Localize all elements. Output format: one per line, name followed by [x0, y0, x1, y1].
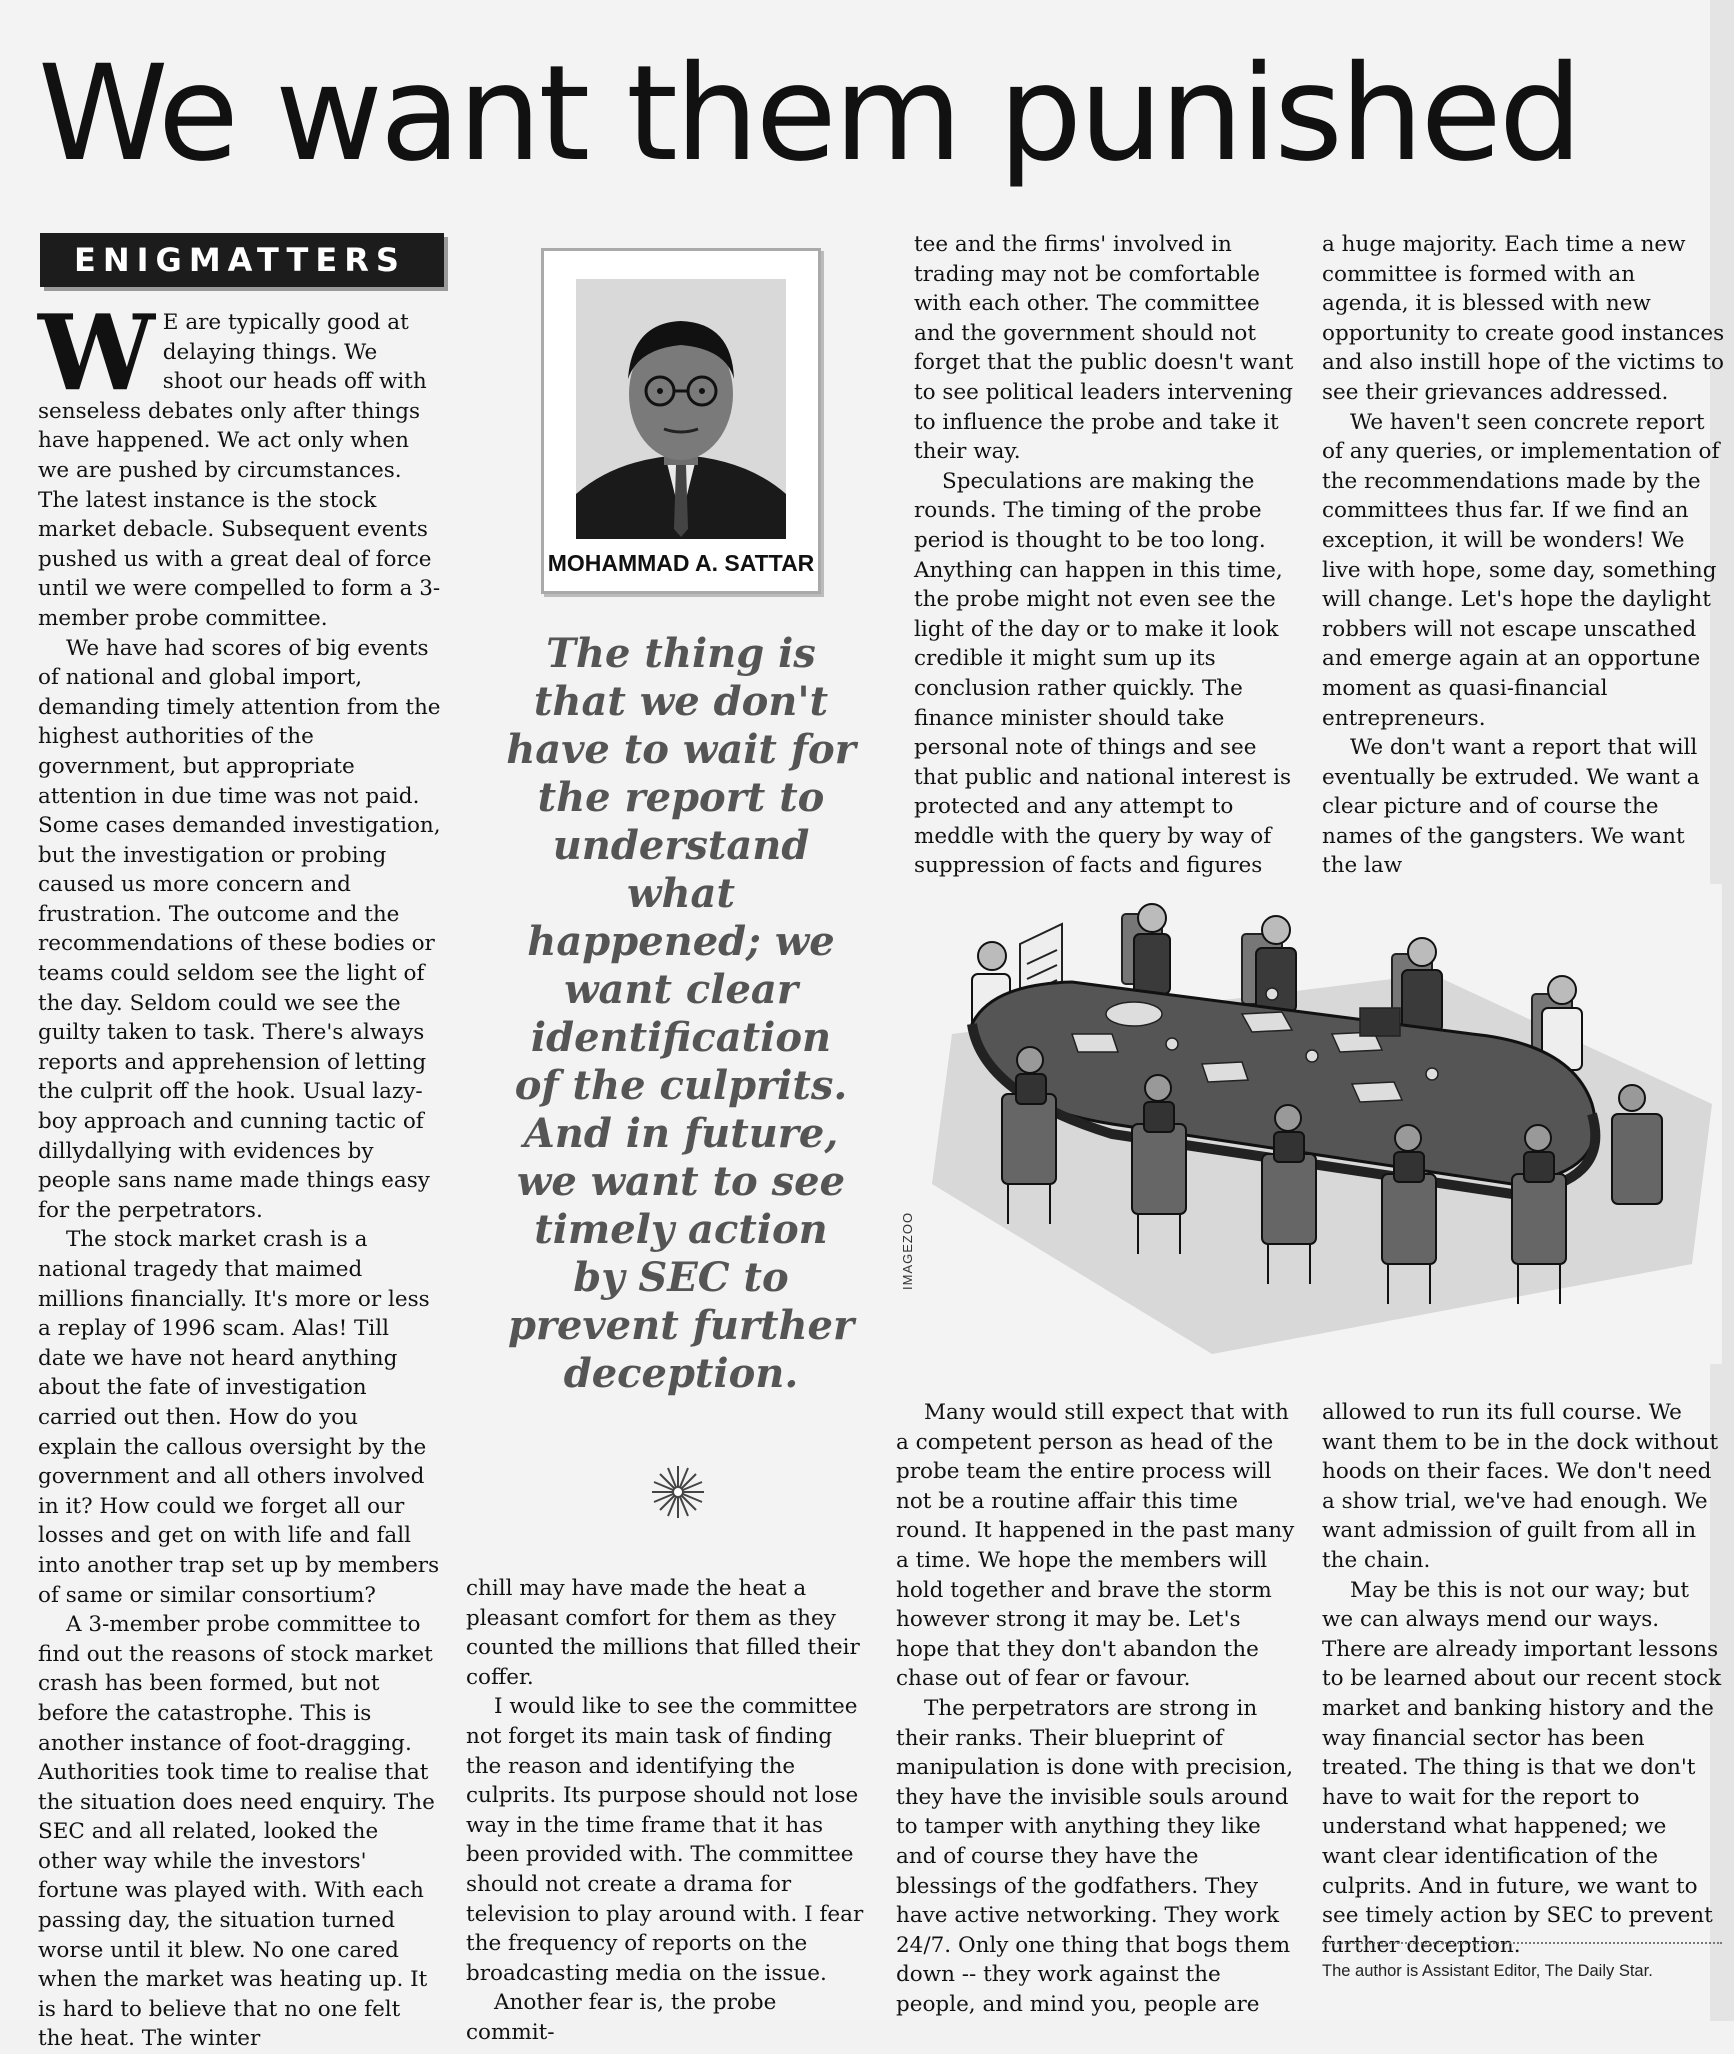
divider	[1322, 1942, 1722, 1944]
paragraph: a huge majority. Each time a new committee is formed with an agenda, it is blessed with new opportunity to create good instances and also instill hope of the victims to see their grievances addressed.	[1322, 232, 1725, 405]
column-3-bottom	[896, 1398, 1300, 2019]
paragraph: I would like to see the committee not forget its main task of finding the reason and identifying the culprits. Its purpose should not lose way in the time frame that it has been provided with. The committee should not create a drama for television to play around with. I fear the frequency of reports on the broadcasting media on the issue.	[466, 1694, 864, 1986]
drop-cap: W	[38, 291, 155, 414]
paragraph: We haven't seen concrete report of any queries, or implementation of the recommendations made by the committees thus far. If we find an exception, it will be wonders! We live with hope, some day, something will change. Let's hope the daylight robbers will not escape unscathed and emerge again at an opportune moment as quasi-financial entrepreneurs.	[1322, 409, 1720, 731]
paragraph	[38, 291, 442, 634]
paragraph: We don't want a report that will eventually be extruded. We want a clear picture and of course the names of the gangsters. We want the law	[1322, 735, 1700, 879]
paragraph-text: E are typically good at delaying things. We shoot our heads off with senseless debates only after things have happened. We act only when we are pushed by circumstances. The latest instance is the stock market debacle. Subsequent events pushed us with a great deal of force until we were compelled to form a 3-member probe committee.	[38, 310, 441, 631]
author-byline: MOHAMMAD A. SATTAR	[547, 550, 815, 576]
column-3-top	[914, 230, 1300, 911]
author-portrait	[576, 279, 786, 539]
column-4-top	[1322, 230, 1726, 881]
column-tag: ENIGMATTERS	[40, 233, 444, 287]
paragraph: The perpetrators are strong in their ranks. Their blueprint of manipulation is done with precision, they have the invisible souls around to tamper with anything they like and of course they have the blessings of the godfathers. They have active networking. They work 24/7. Only one thing that bogs them down -- they work against the people, and mind you, people are	[896, 1695, 1294, 2017]
author-photo-box	[541, 248, 821, 594]
column-2	[466, 1574, 870, 2048]
paragraph: Another fear is, the probe commit-	[466, 1990, 777, 2045]
paragraph: allowed to run its full course. We want them to be in the dock without hoods on their faces. We don't need a show trial, we've had enough. We want admission of guilt from all in the chain.	[1322, 1400, 1719, 1573]
paragraph: Speculations are making the rounds. The timing of the probe period is thought to be too long. Anything can happen in this time, the probe might not even see the light of the day or to make it look credible it might sum up its conclusion rather quickly. The finance minister should take personal note of things and see that public and national interest is protected and any attempt to meddle with the query by way of suppression of facts and figures	[914, 468, 1292, 879]
paragraph: tee and the firms' involved in trading may not be comfortable with each other. The committee and the government should not forget that the public doesn't want to see political leaders intervening to influence the probe and take it their way.	[914, 232, 1294, 465]
headline: We want them punished	[38, 37, 1580, 191]
column-1	[38, 291, 442, 2054]
paragraph: chill may have made the heat a pleasant comfort for them as they counted the millions that filled their coffer.	[466, 1576, 860, 1690]
author-note: The author is Assistant Editor, The Daily Star.	[1322, 1962, 1653, 1980]
column-4-bottom	[1322, 1398, 1726, 1960]
starburst-ornament-icon	[650, 1464, 706, 1520]
pull-quote: The thing is that we don't have to wait for the report to understand what happened; we want clear identification of the culprits. And in future, we want to see timely action by SEC to prevent further deception.	[506, 630, 856, 1397]
image-credit: IMAGEZOO	[900, 1211, 915, 1290]
paragraph: Many would still expect that with a competent person as head of the probe team the entire process will not be a routine affair this time round. It happened in the past many a time. We hope the members will hold together and brave the storm however strong it may be. Let's hope that they don't abandon the chase out of fear or favour.	[896, 1400, 1295, 1692]
paragraph: A 3-member probe committee to find out the reasons of stock market crash has been formed, but not before the catastrophe. This is another instance of foot-dragging. Authorities took time to realise that the situation does need enquiry. The SEC and all related, looked the other way while the investors' fortune was played with. With each passing day, the situation turned worse until it blew. No one cared when the market was heating up. It is hard to believe that no one felt the heat. The winter	[38, 1612, 435, 2052]
paragraph: May be this is not our way; but we can always mend our ways. There are already important lessons to be learned about our recent stock market and banking history and the way financial sector has been treated. The thing is that we don't have to wait for the report to understand what happened; we want clear identification of the culprits. And in future, we want to see timely action by SEC to prevent further deception.	[1322, 1577, 1722, 1958]
paragraph: We have had scores of big events of national and global import, demanding timely attention from the highest authorities of the government, but appropriate attention in due time was not paid. Some cases demanded investigation, but the investigation or probing caused us more concern and frustration. The outcome and the recommendations of these bodies or teams could seldom see the light of the day. Seldom could we see the guilty taken to task. There's always reports and apprehension of letting the culprit off the hook. Usual lazy-boy approach and cunning tactic of dillydallying with evidences by people sans name made things easy for the perpetrators.	[38, 635, 441, 1223]
boardroom-meeting-illustration	[912, 884, 1722, 1364]
paragraph: The stock market crash is a national tragedy that maimed millions financially. It's more or less a replay of 1996 scam. Alas! Till date we have not heard anything about the fate of investigation carried out then. How do you explain the callous oversight by the government and all others involved in it? How could we forget all our losses and get on with life and fall into another trap set up by members of same or similar consortium?	[38, 1227, 440, 1608]
